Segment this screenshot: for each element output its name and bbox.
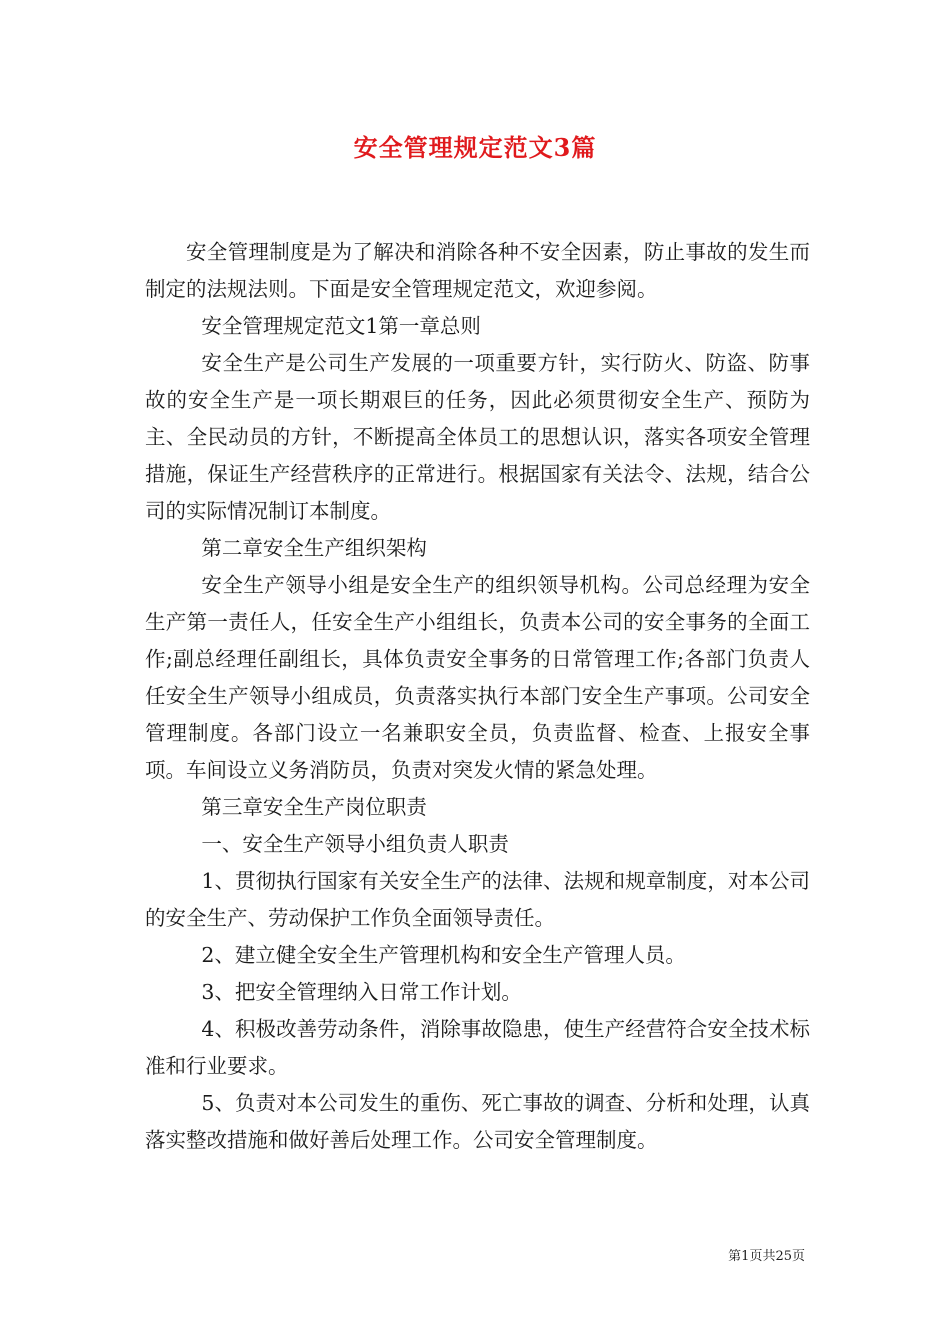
paragraph-chapter-1-body: 安全生产是公司生产发展的一项重要方针，实行防火、防盗、防事故的安全生产是一项长期艰巨的任务，因此必须贯彻安全生产、预防为主、全民动员的方针，不断提高全体员工的思想认识，落实各项安全管理措施，保证生产经营秩序的正常进行。根据国家有关法令、法规，结合公司的实际情况制订本制度。 bbox=[145, 351, 810, 523]
list-item-duty-2: 2、建立健全安全生产管理机构和安全生产管理人员。 bbox=[201, 943, 686, 967]
list-item-duty-1: 1、贯彻执行国家有关安全生产的法律、法规和规章制度，对本公司的安全生产、劳动保护工作负全面领导责任。 bbox=[145, 869, 810, 930]
list-item-duty-4: 4、积极改善劳动条件，消除事故隐患，使生产经营符合安全技术标准和行业要求。 bbox=[145, 1017, 810, 1078]
section-heading-chapter-2: 第二章安全生产组织架构 bbox=[201, 536, 427, 560]
document-title: 安全管理规定范文3篇 bbox=[353, 133, 597, 162]
subsection-heading-leader-duties: 一、安全生产领导小组负责人职责 bbox=[201, 832, 509, 856]
paragraph-intro: 安全管理制度是为了解决和消除各种不安全因素，防止事故的发生而制定的法规法则。下面是安全管理规定范文，欢迎参阅。 bbox=[145, 240, 810, 301]
section-heading-chapter-3: 第三章安全生产岗位职责 bbox=[201, 795, 427, 819]
section-heading-chapter-1: 安全管理规定范文1第一章总则 bbox=[201, 314, 481, 338]
list-item-duty-5: 5、负责对本公司发生的重伤、死亡事故的调查、分析和处理，认真落实整改措施和做好善后处理工作。公司安全管理制度。 bbox=[145, 1091, 810, 1152]
page-number: 第1页共25页 bbox=[728, 1249, 805, 1264]
list-item-duty-3: 3、把安全管理纳入日常工作计划。 bbox=[201, 980, 522, 1004]
document-body bbox=[145, 234, 810, 1159]
paragraph-chapter-2-body: 安全生产领导小组是安全生产的组织领导机构。公司总经理为安全生产第一责任人，任安全生产小组组长，负责本公司的安全事务的全面工作;副总经理任副组长，具体负责安全事务的日常管理工作;各部门负责人任安全生产领导小组成员，负责落实执行本部门安全生产事项。公司安全管理制度。各部门设立一名兼职安全员，负责监督、检查、上报安全事项。车间设立义务消防员，负责对突发火情的紧急处理。 bbox=[145, 573, 810, 782]
